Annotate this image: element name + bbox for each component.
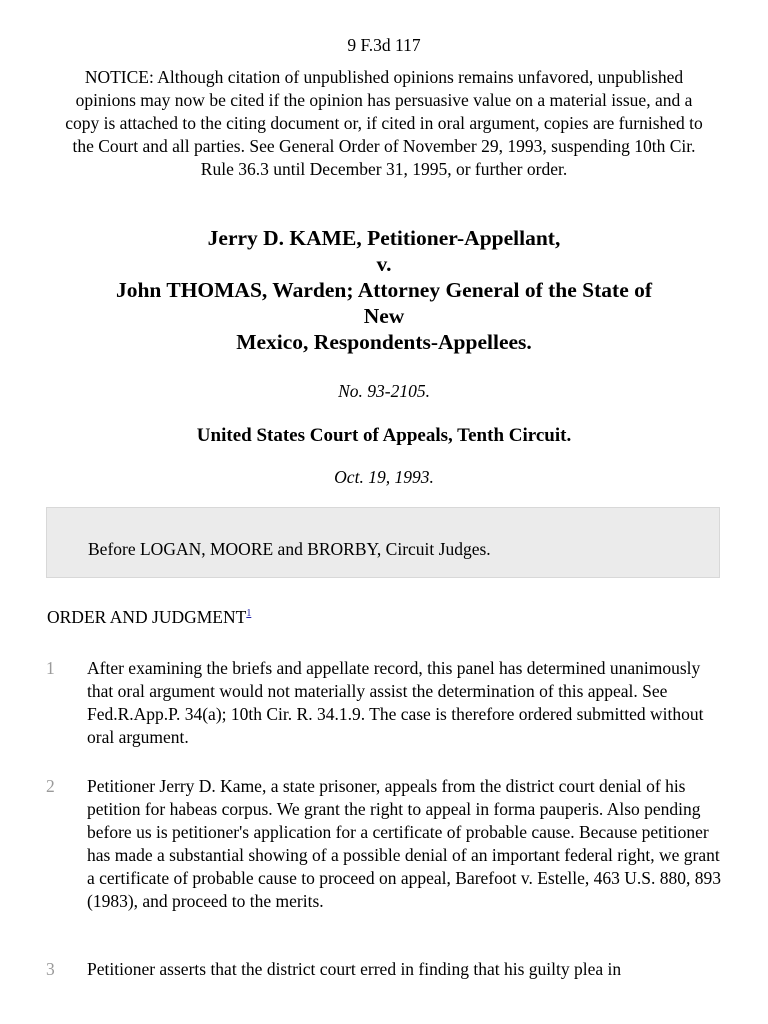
paragraph-number: 2 (46, 776, 55, 796)
unpublished-notice: NOTICE: Although citation of unpublished opinions remains unfavored, unpublished opinions may now be cited if the opinion has persuasive value on a material issue, and a copy is attached to the citing document or, if cited in oral argument, copies are furnished to the Court and all parties. See General Order of November 29, 1993, suspending 10th Cir. Rule 36.3 until December 31, 1995, or further order. (65, 67, 703, 179)
versus-line: v. (376, 252, 392, 276)
decision-date: Oct. 19, 1993. (334, 467, 434, 487)
case-citation: 9 F.3d 117 (347, 35, 421, 55)
paragraph-text: After examining the briefs and appellate record, this panel has determined unanimously that oral argument would not materially assist the determination of this appeal. See Fed.R.App.P. 34(a); 10th Cir. R. 34.1.9. The case is therefore ordered submitted without oral argument. (87, 658, 704, 747)
paragraph-number: 1 (46, 658, 55, 678)
judges-panel-text: Before LOGAN, MOORE and BRORBY, Circuit Judges. (88, 539, 491, 559)
paragraph-number: 3 (46, 959, 55, 979)
footnote-link[interactable]: 1 (246, 608, 252, 620)
judges-panel-box (46, 507, 720, 578)
court-name: United States Court of Appeals, Tenth Circuit. (196, 425, 572, 446)
order-heading (47, 606, 251, 629)
docket-number: No. 93-2105. (338, 381, 430, 401)
order-heading-title: ORDER AND JUDGMENT (47, 607, 247, 627)
petitioner-line: Jerry D. KAME, Petitioner-Appellant, (207, 226, 561, 250)
respondents-line-1: John THOMAS, Warden; Attorney General of the State of (115, 278, 653, 302)
respondents-line-3: Mexico, Respondents-Appellees. (236, 330, 532, 354)
paragraph-text: Petitioner asserts that the district court erred in finding that his guilty plea in (87, 959, 622, 979)
case-caption (60, 225, 708, 355)
respondents-line-2: New (363, 304, 405, 328)
paragraph-text: Petitioner Jerry D. Kame, a state prisoner, appeals from the district court denial of his petition for habeas corpus. We grant the right to appeal in forma pauperis. Also pending before us is petitioner's application for a certificate of probable cause. Because petitioner has made a substantial showing of a possible denial of an important federal right, we grant a certificate of probable cause to proceed on appeal, Barefoot v. Estelle, 463 U.S. 880, 893 (1983), and proceed to the merits. (87, 776, 721, 911)
